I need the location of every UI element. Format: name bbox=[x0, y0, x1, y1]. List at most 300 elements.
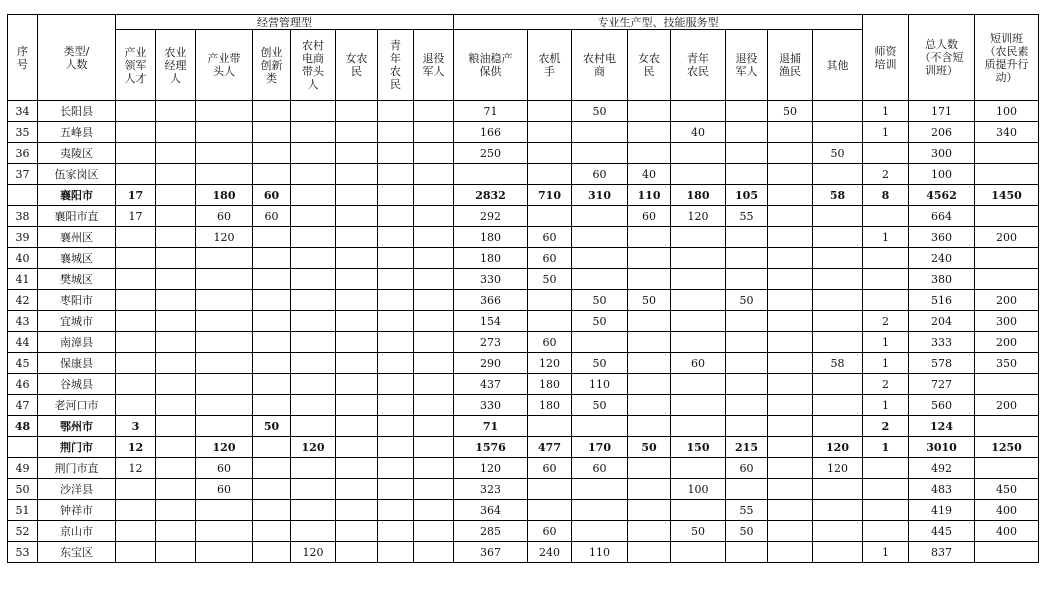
table-cell: 2832 bbox=[454, 185, 528, 206]
row-number: 50 bbox=[8, 479, 38, 500]
table-cell: 477 bbox=[528, 437, 572, 458]
table-cell: 300 bbox=[975, 311, 1039, 332]
table-cell bbox=[196, 122, 253, 143]
table-cell: 350 bbox=[975, 353, 1039, 374]
table-cell bbox=[378, 395, 414, 416]
table-cell bbox=[196, 353, 253, 374]
table-cell: 71 bbox=[454, 416, 528, 437]
header-jy-col: 退役 军人 bbox=[414, 30, 454, 101]
table-cell bbox=[813, 101, 863, 122]
header-zy-col: 农村电 商 bbox=[572, 30, 628, 101]
table-cell: 2 bbox=[863, 164, 909, 185]
table-cell bbox=[253, 542, 291, 563]
table-cell bbox=[628, 353, 671, 374]
table-cell bbox=[414, 500, 454, 521]
table-cell bbox=[196, 311, 253, 332]
table-cell: 60 bbox=[196, 206, 253, 227]
table-cell bbox=[196, 416, 253, 437]
table-cell bbox=[378, 332, 414, 353]
table-cell: 120 bbox=[813, 437, 863, 458]
table-cell bbox=[336, 227, 378, 248]
table-row bbox=[8, 353, 1039, 374]
table-cell bbox=[253, 479, 291, 500]
table-cell bbox=[572, 227, 628, 248]
table-row bbox=[8, 311, 1039, 332]
table-cell bbox=[528, 122, 572, 143]
table-cell bbox=[336, 353, 378, 374]
table-cell bbox=[116, 143, 156, 164]
table-cell bbox=[336, 248, 378, 269]
table-cell bbox=[628, 143, 671, 164]
table-cell bbox=[156, 416, 196, 437]
row-number: 38 bbox=[8, 206, 38, 227]
table-cell: 204 bbox=[909, 311, 975, 332]
table-cell bbox=[414, 206, 454, 227]
table-cell bbox=[414, 185, 454, 206]
row-number: 49 bbox=[8, 458, 38, 479]
table-cell: 380 bbox=[909, 269, 975, 290]
table-cell bbox=[572, 122, 628, 143]
table-cell: 120 bbox=[528, 353, 572, 374]
table-cell bbox=[196, 374, 253, 395]
table-row bbox=[8, 122, 1039, 143]
table-row bbox=[8, 458, 1039, 479]
row-number: 41 bbox=[8, 269, 38, 290]
table-cell bbox=[291, 101, 336, 122]
row-region: 宜城市 bbox=[38, 311, 116, 332]
table-cell bbox=[628, 416, 671, 437]
table-cell bbox=[671, 332, 726, 353]
table-cell bbox=[336, 122, 378, 143]
table-cell bbox=[116, 248, 156, 269]
table-cell: 50 bbox=[572, 395, 628, 416]
table-cell bbox=[813, 248, 863, 269]
table-row bbox=[8, 206, 1039, 227]
header-zy-col: 退役 军人 bbox=[726, 30, 768, 101]
table-cell: 110 bbox=[628, 185, 671, 206]
table-cell bbox=[378, 374, 414, 395]
table-cell bbox=[671, 542, 726, 563]
table-cell bbox=[671, 458, 726, 479]
table-cell bbox=[156, 395, 196, 416]
table-cell: 120 bbox=[454, 458, 528, 479]
table-cell bbox=[378, 542, 414, 563]
table-cell bbox=[414, 521, 454, 542]
table-cell: 110 bbox=[572, 374, 628, 395]
table-cell bbox=[863, 500, 909, 521]
table-cell bbox=[291, 353, 336, 374]
table-cell bbox=[253, 353, 291, 374]
row-number bbox=[8, 437, 38, 458]
table-cell bbox=[528, 206, 572, 227]
table-cell bbox=[336, 143, 378, 164]
row-number: 51 bbox=[8, 500, 38, 521]
table-cell bbox=[291, 458, 336, 479]
row-number: 48 bbox=[8, 416, 38, 437]
table-cell bbox=[726, 248, 768, 269]
header-jy-col: 农业 经理 人 bbox=[156, 30, 196, 101]
table-cell bbox=[863, 248, 909, 269]
row-number: 53 bbox=[8, 542, 38, 563]
header-type: 类型/ 人数 bbox=[38, 15, 116, 101]
table-cell bbox=[768, 542, 813, 563]
table-cell: 55 bbox=[726, 206, 768, 227]
table-cell bbox=[414, 122, 454, 143]
table-cell: 50 bbox=[528, 269, 572, 290]
table-cell bbox=[336, 500, 378, 521]
table-cell: 437 bbox=[454, 374, 528, 395]
table-cell bbox=[378, 521, 414, 542]
table-cell bbox=[291, 206, 336, 227]
table-cell bbox=[813, 311, 863, 332]
row-region: 樊城区 bbox=[38, 269, 116, 290]
table-cell: 71 bbox=[454, 101, 528, 122]
table-cell bbox=[671, 101, 726, 122]
table-cell bbox=[768, 500, 813, 521]
header-group-zy: 专业生产型、技能服务型 bbox=[454, 15, 863, 30]
table-cell: 60 bbox=[528, 458, 572, 479]
table-cell bbox=[671, 143, 726, 164]
table-cell: 290 bbox=[454, 353, 528, 374]
table-cell: 60 bbox=[528, 332, 572, 353]
table-cell bbox=[291, 479, 336, 500]
table-cell bbox=[253, 521, 291, 542]
table-cell bbox=[116, 227, 156, 248]
table-row bbox=[8, 542, 1039, 563]
table-cell: 3010 bbox=[909, 437, 975, 458]
table-cell bbox=[528, 479, 572, 500]
header-jy-col: 产业 领军 人才 bbox=[116, 30, 156, 101]
table-cell bbox=[726, 416, 768, 437]
table-cell bbox=[863, 290, 909, 311]
table-cell bbox=[768, 395, 813, 416]
table-row bbox=[8, 500, 1039, 521]
table-cell: 333 bbox=[909, 332, 975, 353]
table-cell bbox=[813, 542, 863, 563]
table-cell bbox=[378, 500, 414, 521]
table-cell bbox=[291, 500, 336, 521]
table-cell bbox=[572, 143, 628, 164]
table-cell: 60 bbox=[528, 227, 572, 248]
table-cell bbox=[196, 395, 253, 416]
table-cell bbox=[156, 185, 196, 206]
table-cell bbox=[336, 185, 378, 206]
table-cell bbox=[336, 206, 378, 227]
table-cell: 180 bbox=[671, 185, 726, 206]
table-cell bbox=[726, 542, 768, 563]
table-cell: 166 bbox=[454, 122, 528, 143]
table-cell: 1 bbox=[863, 122, 909, 143]
table-row bbox=[8, 374, 1039, 395]
row-region: 襄州区 bbox=[38, 227, 116, 248]
row-region: 保康县 bbox=[38, 353, 116, 374]
table-cell bbox=[528, 290, 572, 311]
table-cell: 50 bbox=[572, 353, 628, 374]
table-cell bbox=[628, 332, 671, 353]
table-cell: 664 bbox=[909, 206, 975, 227]
table-cell bbox=[196, 164, 253, 185]
table-cell bbox=[414, 248, 454, 269]
table-cell: 60 bbox=[726, 458, 768, 479]
table-cell: 50 bbox=[671, 521, 726, 542]
table-cell bbox=[671, 500, 726, 521]
table-cell: 1 bbox=[863, 542, 909, 563]
table-cell: 837 bbox=[909, 542, 975, 563]
table-cell bbox=[813, 269, 863, 290]
table-cell bbox=[156, 542, 196, 563]
table-cell bbox=[336, 332, 378, 353]
table-cell: 578 bbox=[909, 353, 975, 374]
table-cell bbox=[813, 332, 863, 353]
table-cell bbox=[572, 269, 628, 290]
table-cell: 1 bbox=[863, 332, 909, 353]
table-cell: 50 bbox=[253, 416, 291, 437]
row-number bbox=[8, 185, 38, 206]
table-cell bbox=[813, 164, 863, 185]
table-cell bbox=[975, 542, 1039, 563]
row-region: 东宝区 bbox=[38, 542, 116, 563]
table-cell bbox=[156, 269, 196, 290]
table-cell bbox=[378, 164, 414, 185]
table-cell bbox=[291, 227, 336, 248]
table-cell bbox=[726, 101, 768, 122]
table-cell bbox=[671, 227, 726, 248]
table-cell bbox=[156, 311, 196, 332]
table-cell: 285 bbox=[454, 521, 528, 542]
table-cell bbox=[671, 290, 726, 311]
table-cell bbox=[628, 458, 671, 479]
table-cell bbox=[768, 227, 813, 248]
table-cell: 330 bbox=[454, 395, 528, 416]
table-cell: 60 bbox=[253, 185, 291, 206]
row-number: 45 bbox=[8, 353, 38, 374]
table-cell bbox=[116, 395, 156, 416]
table-cell bbox=[768, 437, 813, 458]
training-table bbox=[7, 14, 1039, 563]
row-region: 谷城县 bbox=[38, 374, 116, 395]
table-cell bbox=[863, 458, 909, 479]
table-cell: 60 bbox=[572, 458, 628, 479]
table-cell bbox=[116, 374, 156, 395]
table-cell bbox=[116, 332, 156, 353]
table-cell bbox=[336, 479, 378, 500]
table-cell: 240 bbox=[528, 542, 572, 563]
table-row bbox=[8, 101, 1039, 122]
table-cell bbox=[528, 143, 572, 164]
table-cell: 170 bbox=[572, 437, 628, 458]
table-cell bbox=[414, 458, 454, 479]
table-cell bbox=[572, 416, 628, 437]
table-cell: 100 bbox=[671, 479, 726, 500]
row-number: 46 bbox=[8, 374, 38, 395]
table-cell: 40 bbox=[671, 122, 726, 143]
table-cell bbox=[414, 542, 454, 563]
table-cell bbox=[116, 311, 156, 332]
table-cell bbox=[253, 500, 291, 521]
row-region: 长阳县 bbox=[38, 101, 116, 122]
table-cell bbox=[975, 143, 1039, 164]
table-cell bbox=[378, 290, 414, 311]
table-cell: 180 bbox=[454, 227, 528, 248]
table-cell: 120 bbox=[291, 542, 336, 563]
header-zy-col: 青年 农民 bbox=[671, 30, 726, 101]
row-number: 39 bbox=[8, 227, 38, 248]
table-cell bbox=[336, 437, 378, 458]
table-cell bbox=[628, 311, 671, 332]
table-cell: 340 bbox=[975, 122, 1039, 143]
header-group-jy: 经营管理型 bbox=[116, 15, 454, 30]
table-cell bbox=[975, 374, 1039, 395]
table-cell bbox=[378, 101, 414, 122]
table-cell: 60 bbox=[196, 458, 253, 479]
table-cell bbox=[156, 458, 196, 479]
table-cell bbox=[336, 101, 378, 122]
table-cell bbox=[671, 374, 726, 395]
table-cell bbox=[156, 437, 196, 458]
table-cell: 60 bbox=[628, 206, 671, 227]
table-cell: 12 bbox=[116, 437, 156, 458]
table-cell bbox=[768, 290, 813, 311]
table-cell bbox=[378, 458, 414, 479]
table-cell bbox=[671, 311, 726, 332]
table-cell bbox=[156, 332, 196, 353]
table-cell: 1250 bbox=[975, 437, 1039, 458]
table-cell bbox=[336, 395, 378, 416]
table-cell bbox=[813, 479, 863, 500]
table-cell bbox=[628, 122, 671, 143]
table-cell: 8 bbox=[863, 185, 909, 206]
header-seq: 序 号 bbox=[8, 15, 38, 101]
table-cell: 450 bbox=[975, 479, 1039, 500]
table-cell bbox=[116, 101, 156, 122]
table-cell bbox=[378, 269, 414, 290]
table-cell bbox=[336, 542, 378, 563]
header-zy-col: 退捕 渔民 bbox=[768, 30, 813, 101]
table-cell: 273 bbox=[454, 332, 528, 353]
table-cell: 110 bbox=[572, 542, 628, 563]
table-cell: 60 bbox=[572, 164, 628, 185]
table-cell bbox=[726, 269, 768, 290]
table-cell bbox=[768, 206, 813, 227]
row-region: 荆门市 bbox=[38, 437, 116, 458]
table-cell bbox=[768, 374, 813, 395]
table-cell bbox=[156, 374, 196, 395]
table-row bbox=[8, 290, 1039, 311]
table-cell bbox=[116, 269, 156, 290]
table-cell bbox=[336, 416, 378, 437]
table-cell bbox=[116, 164, 156, 185]
row-number: 35 bbox=[8, 122, 38, 143]
table-cell: 727 bbox=[909, 374, 975, 395]
table-cell: 171 bbox=[909, 101, 975, 122]
header-zy-col: 其他 bbox=[813, 30, 863, 101]
table-cell bbox=[291, 185, 336, 206]
table-cell: 50 bbox=[813, 143, 863, 164]
table-cell bbox=[768, 479, 813, 500]
table-cell bbox=[813, 227, 863, 248]
header-jy-col: 产业带 头人 bbox=[196, 30, 253, 101]
table-row bbox=[8, 185, 1039, 206]
table-row bbox=[8, 521, 1039, 542]
row-number: 42 bbox=[8, 290, 38, 311]
table-cell bbox=[414, 437, 454, 458]
table-cell: 40 bbox=[628, 164, 671, 185]
table-cell: 1 bbox=[863, 353, 909, 374]
table-cell bbox=[528, 311, 572, 332]
table-cell: 364 bbox=[454, 500, 528, 521]
table-cell bbox=[628, 395, 671, 416]
table-cell bbox=[253, 332, 291, 353]
table-cell: 50 bbox=[628, 290, 671, 311]
table-cell bbox=[813, 521, 863, 542]
table-cell bbox=[196, 290, 253, 311]
header-jy-col: 青 年 农 民 bbox=[378, 30, 414, 101]
row-region: 襄阳市 bbox=[38, 185, 116, 206]
row-number: 44 bbox=[8, 332, 38, 353]
table-cell bbox=[414, 353, 454, 374]
row-region: 老河口市 bbox=[38, 395, 116, 416]
table-cell bbox=[975, 248, 1039, 269]
table-cell bbox=[116, 122, 156, 143]
table-cell bbox=[336, 311, 378, 332]
table-cell bbox=[813, 122, 863, 143]
table-cell: 366 bbox=[454, 290, 528, 311]
table-cell bbox=[528, 101, 572, 122]
row-region: 枣阳市 bbox=[38, 290, 116, 311]
table-cell bbox=[572, 500, 628, 521]
table-cell bbox=[291, 248, 336, 269]
table-cell bbox=[768, 143, 813, 164]
table-cell bbox=[291, 332, 336, 353]
table-cell bbox=[572, 206, 628, 227]
table-cell bbox=[253, 143, 291, 164]
table-cell bbox=[253, 248, 291, 269]
table-cell bbox=[628, 101, 671, 122]
table-cell bbox=[291, 164, 336, 185]
table-row bbox=[8, 437, 1039, 458]
row-number: 37 bbox=[8, 164, 38, 185]
table-cell: 180 bbox=[528, 395, 572, 416]
table-cell: 180 bbox=[454, 248, 528, 269]
table-cell bbox=[628, 374, 671, 395]
table-cell: 17 bbox=[116, 185, 156, 206]
table-cell bbox=[414, 332, 454, 353]
table-cell bbox=[378, 206, 414, 227]
table-cell: 50 bbox=[726, 521, 768, 542]
table-cell bbox=[414, 395, 454, 416]
table-cell: 60 bbox=[196, 479, 253, 500]
table-cell bbox=[671, 269, 726, 290]
row-region: 五峰县 bbox=[38, 122, 116, 143]
table-cell bbox=[253, 122, 291, 143]
table-cell bbox=[253, 437, 291, 458]
table-cell bbox=[726, 122, 768, 143]
table-cell bbox=[156, 143, 196, 164]
table-cell: 483 bbox=[909, 479, 975, 500]
table-cell bbox=[414, 416, 454, 437]
table-cell bbox=[414, 143, 454, 164]
table-cell bbox=[378, 248, 414, 269]
row-region: 钟祥市 bbox=[38, 500, 116, 521]
table-cell: 1576 bbox=[454, 437, 528, 458]
table-cell bbox=[116, 521, 156, 542]
table-cell bbox=[726, 332, 768, 353]
table-row bbox=[8, 227, 1039, 248]
table-cell bbox=[156, 500, 196, 521]
table-cell: 120 bbox=[291, 437, 336, 458]
row-region: 伍家岗区 bbox=[38, 164, 116, 185]
table-cell bbox=[291, 143, 336, 164]
